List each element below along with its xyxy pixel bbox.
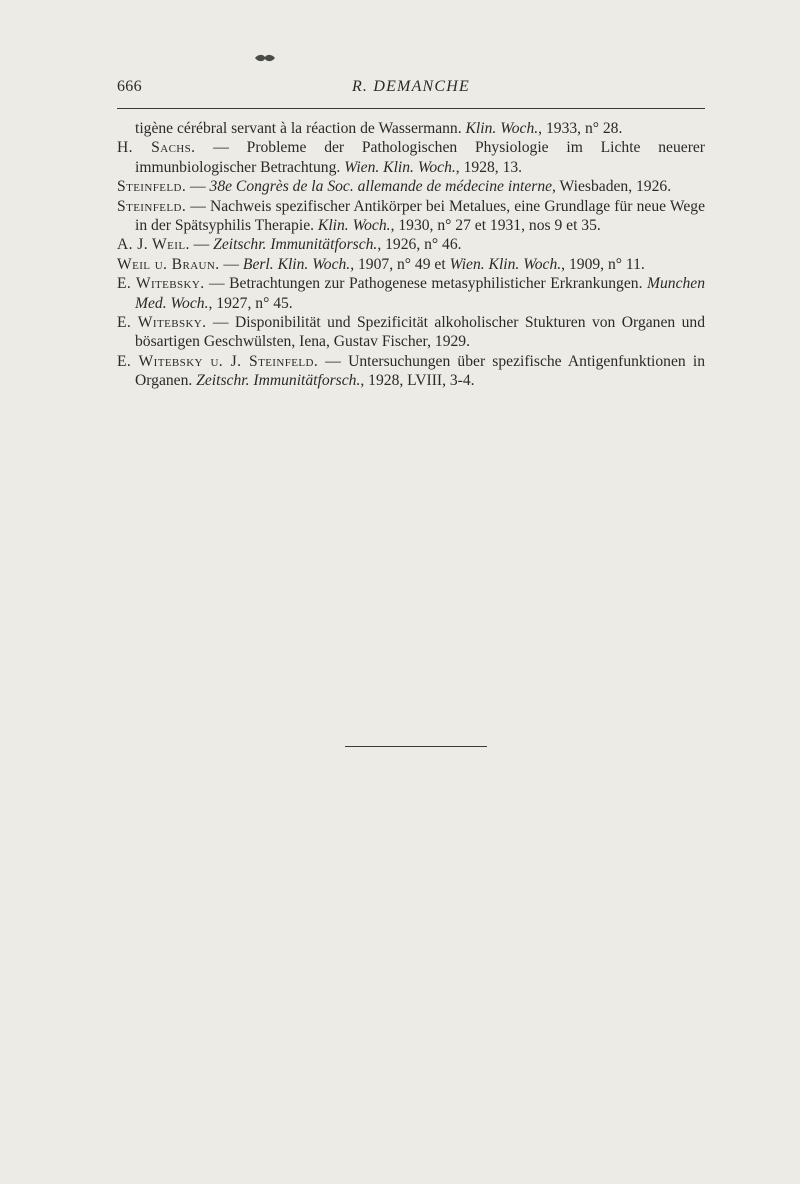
entry-journal-title: Berl. Klin. Woch. [242,255,351,273]
bibliography-entry [117,235,705,254]
entry-text: , 1933, n° 28. [538,120,623,137]
entry-journal-title: Klin. Woch. [317,217,391,235]
bibliography-entry [117,197,705,236]
entry-journal-title: Wien. Klin. Woch. [449,255,562,273]
entry-text: Disponibilität und Spezificität alkoholischer Stukturen von Organen und bösartigen Geschwülsten, Iena, Gustav Fischer, 1929. [135,314,706,351]
entry-separator: — [318,352,349,370]
entry-journal-title: 38e Congrès de la Soc. allemande de médecine interne [209,178,553,196]
entry-text: , 1907, n° 49 et [350,255,450,273]
entry-text: , 1926, n° 46. [377,236,462,254]
entry-author: A. J. Weil. [117,236,190,254]
page-number: 666 [117,78,142,95]
entry-text: , 1928, LVIII, 3-4. [360,372,475,390]
bibliography [117,119,705,391]
entry-journal-title: Wien. Klin. Woch. [344,158,456,176]
bibliography-entry [117,255,705,274]
entry-text: Probleme der Pathologischen Physiologie im Lichte neuerer immunbiologischer Betrachtung. [135,139,706,176]
entry-separator: — [219,255,243,273]
bibliography-entry [117,274,705,313]
entry-journal-title: Klin. Woch. [465,120,539,137]
entry-separator: — [206,314,235,332]
printer-ornament-icon [254,53,276,63]
entry-journal-title: Munchen Med. Woch. [135,275,706,312]
running-head: R. DEMANCHE [351,78,471,95]
bibliography-entry [117,177,705,196]
entry-text: tigène cérébral servant à la réaction de Wassermann. [135,120,466,137]
entry-author: E. Witebsky. [117,314,207,332]
entry-text: Untersuchungen über spezifische Antigenfunktionen in Organen. [135,352,705,390]
bibliography-entry [117,352,705,391]
entry-journal-title: Zeitschr. Immunitätforsch. [196,372,361,390]
entry-author: E. Witebsky u. J. Steinfeld. [117,352,319,370]
entry-author: H. Sachs. [117,139,196,157]
entry-text: , 1930, n° 27 et 1931, nos 9 et 35. [390,217,601,235]
entry-author: Steinfeld. [117,178,187,196]
entry-separator: — [186,178,210,196]
entry-text: , Wiesbaden, 1926. [552,178,672,196]
entry-text: , 1927, n° 45. [208,294,293,312]
bibliography-entry [117,138,705,177]
bibliography-entry [117,119,705,138]
entry-author: Steinfeld. [117,197,187,215]
entry-separator: — [195,139,247,157]
entry-text: Nachweis spezifischer Antikörper bei Metalues, eine Grundlage für neue Wege in der Spätsyphilis Therapie. [135,197,705,235]
entry-author: Weil u. Braun. [117,255,220,273]
entry-text: , 1909, n° 11. [561,255,645,273]
entry-separator: — [189,236,214,254]
page-header [117,78,705,100]
entry-text: , 1928, 13. [455,158,523,176]
entry-separator: — [204,275,230,293]
entry-journal-title: Zeitschr. Immunitätforsch. [213,236,378,254]
bibliography-entry [117,313,705,352]
header-rule [117,108,705,109]
end-rule [345,746,487,747]
entry-separator: — [186,197,210,215]
entry-author: E. Witebsky. [117,275,205,293]
entry-text: Betrachtungen zur Pathogenese metasyphilisticher Erkrankungen. [229,275,647,293]
